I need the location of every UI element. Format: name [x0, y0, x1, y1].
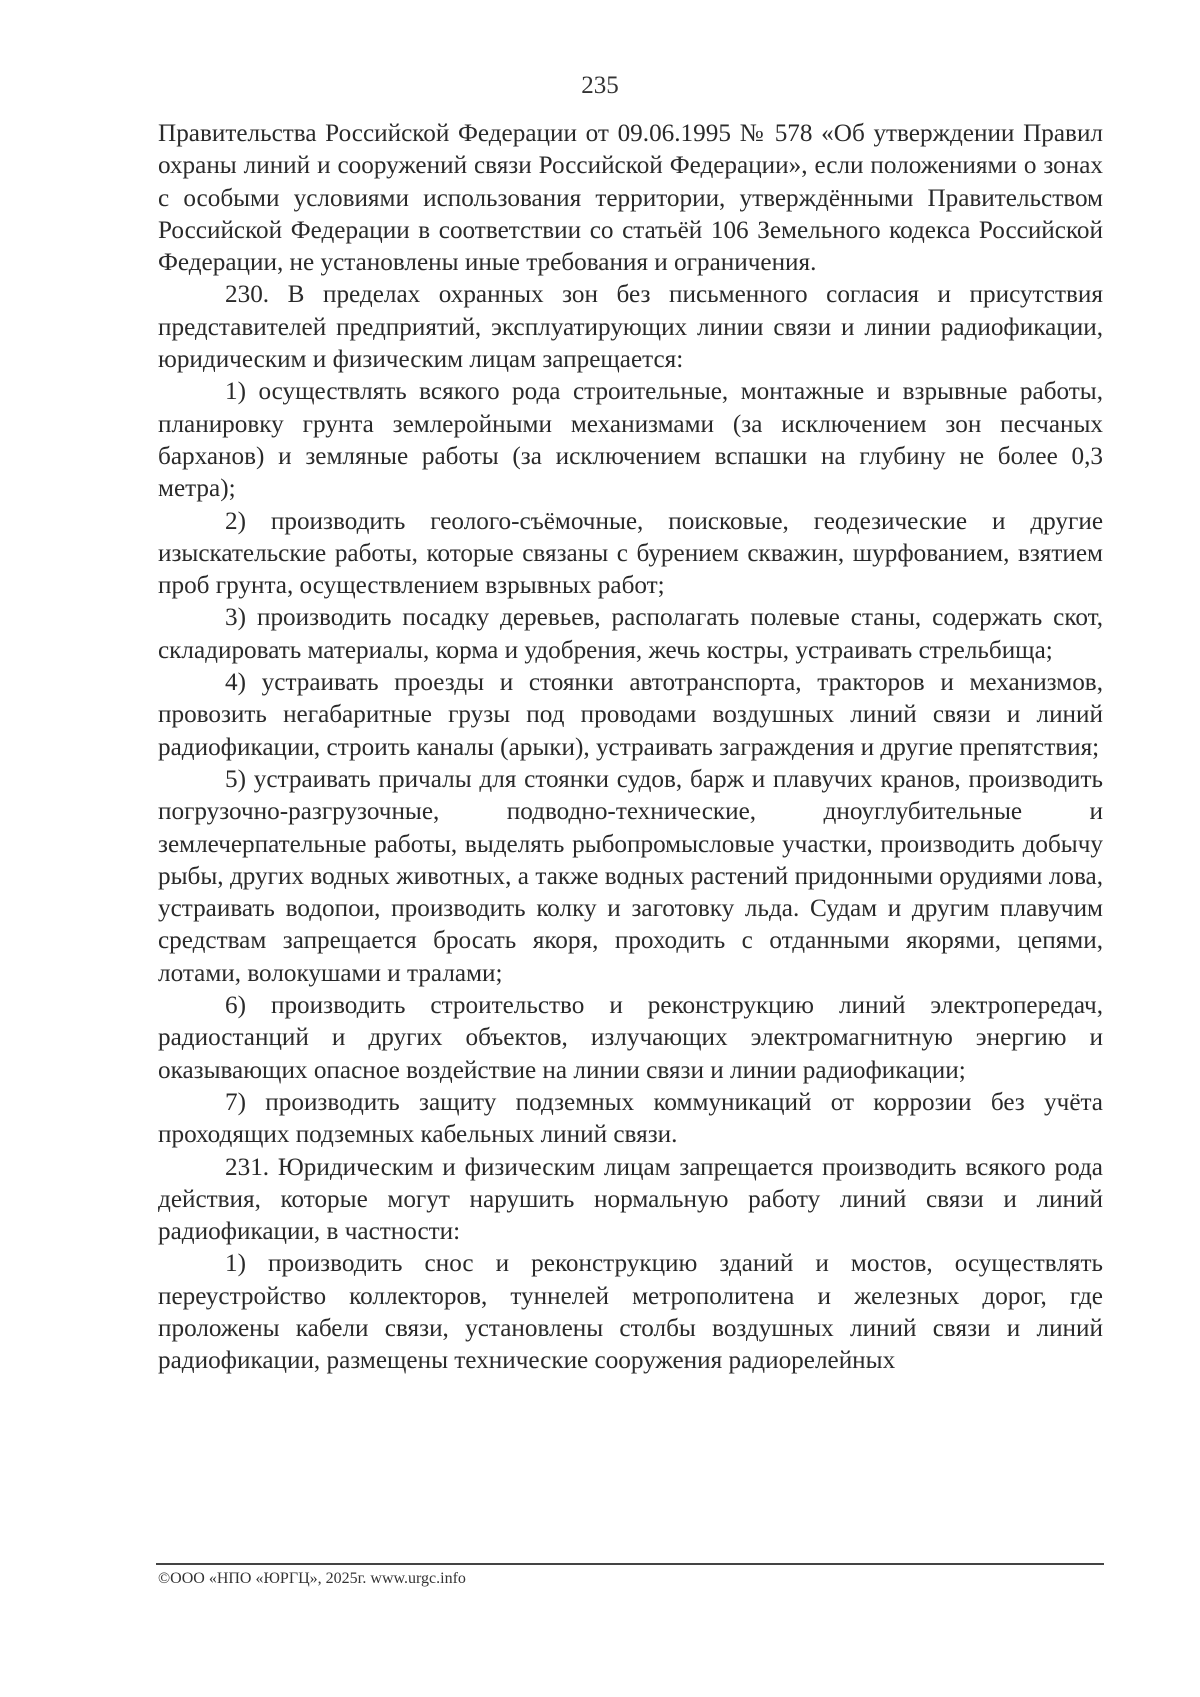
list-item: 7) производить защиту подземных коммуникаций от коррозии без учёта проходящих подземных кабельных линий связи.: [158, 1088, 1103, 1149]
paragraph: 230. В пределах охранных зон без письменного согласия и присутствия представителей предприятий, эксплуатирующих линии связи и линии радиофикации, юридическим и физическим лицам запрещается:: [158, 281, 1103, 374]
footer-divider: [156, 1563, 1104, 1565]
list-item: 1) производить снос и реконструкцию зданий и мостов, осуществлять переустройство коллекторов, туннелей метрополитена и железных дорог, где проложены кабели связи, установлены столбы воздушных линий связи и линий радиофикации, размещены технические сооружения радиорелейных: [158, 1250, 1103, 1375]
paragraph: 231. Юридическим и физическим лицам запрещается производить всякого рода действия, которые могут нарушить нормальную работу линий связи и линий радиофикации, в частности:: [158, 1153, 1103, 1246]
paragraph: Правительства Российской Федерации от 09.06.1995 № 578 «Об утверждении Правил охраны линий и сооружений связи Российской Федерации», если положениями о зонах с особыми условиями использования территории, утверждёнными Правительством Российской Федерации в соответствии со статьёй 106 Земельного кодекса Российской Федерации, не установлены иные требования и ограничения.: [158, 120, 1103, 277]
list-item: 6) производить строительство и реконструкцию линий электропередач, радиостанций и других объектов, излучающих электромагнитную энергию и оказывающих опасное воздействие на линии связи и линии радиофикации;: [158, 992, 1103, 1084]
list-item: 3) производить посадку деревьев, располагать полевые станы, содержать скот, складировать материалы, корма и удобрения, жечь костры, устраивать стрельбища;: [158, 604, 1103, 664]
footer-copyright: ©ООО «НПО «ЮРГЦ», 2025г. www.urgc.info: [158, 1570, 466, 1587]
document-body: [158, 118, 1103, 1378]
list-item: 4) устраивать проезды и стоянки автотранспорта, тракторов и механизмов, провозить негабаритные грузы под проводами воздушных линий связи и линий радиофикации, строить каналы (арыки), устраивать заграждения и другие препятствия;: [158, 669, 1103, 761]
list-item: 5) устраивать причалы для стоянки судов, барж и плавучих кранов, производить погрузочно-разгрузочные, подводно-технические, дноуглубительные и землечерпательные работы, выделять рыбопромысловые участки, производить добычу рыбы, других водных животных, а также водных растений придонными орудиями лова, устраивать водопои, производить колку и заготовку льда. Судам и другим плавучим средствам запрещается бросать якоря, проходить с отданными якорями, цепями, лотами, волокушами и тралами;: [158, 765, 1103, 987]
list-item: 2) производить геолого-съёмочные, поисковые, геодезические и другие изыскательские работы, которые связаны с бурением скважин, шурфованием, взятием проб грунта, осуществлением взрывных работ;: [158, 507, 1103, 600]
page-number: 235: [581, 72, 619, 99]
list-item: 1) осуществлять всякого рода строительные, монтажные и взрывные работы, планировку грунта землеройными механизмами (за исключением зон песчаных барханов) и земляные работы (за исключением вспашки на глубину не более 0,3 метра);: [158, 378, 1103, 503]
